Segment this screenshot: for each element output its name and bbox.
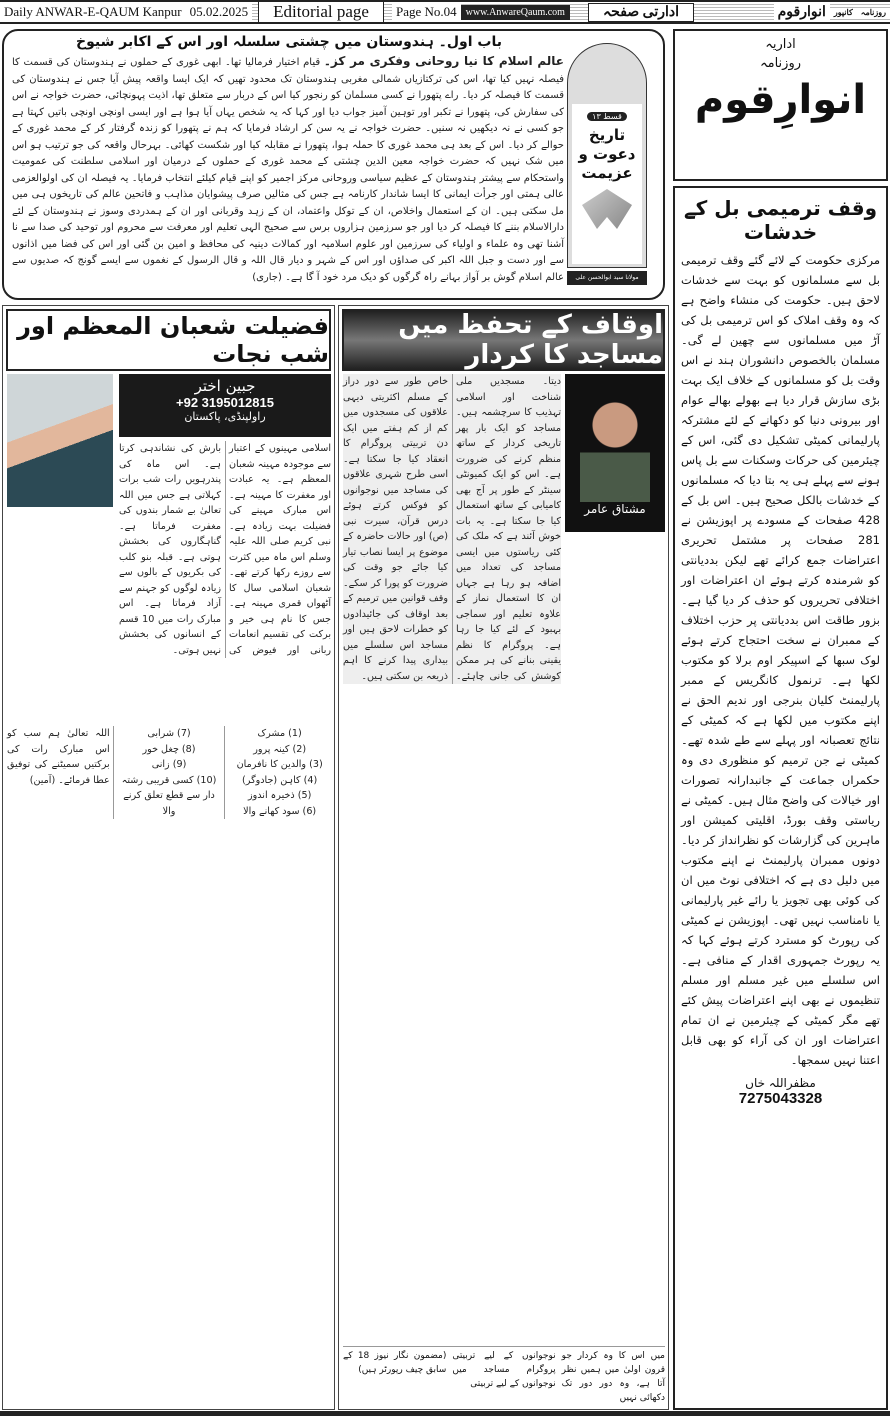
section-label-urdu: ادارتی صفحہ — [588, 3, 694, 22]
episode-badge: قسط ۱۳ — [587, 112, 627, 121]
issue-date: 05.02.2025 — [186, 4, 253, 20]
website-link[interactable]: www.AnwareQaum.com — [461, 5, 570, 20]
editorial-signature: مظفراللہ خاں — [745, 1076, 816, 1090]
city: کانپور — [830, 8, 857, 17]
shaban-article — [2, 305, 335, 1410]
auqaf-article — [338, 305, 669, 1410]
editorial-column — [673, 186, 888, 1410]
list-item: (10) کسی قریبی رشتہ دار سے قطع تعلق کرنے والا — [121, 774, 217, 817]
paper-name-urdu: انوارقوم — [774, 4, 830, 21]
page-number: Page No.04 — [392, 4, 461, 20]
author-phone: +92 3195012815 — [176, 395, 274, 410]
list-item: (8) چغل خور — [142, 743, 196, 755]
author-photo-box — [565, 374, 665, 532]
series-title: تاریخ دعوت و عزیمت — [578, 126, 636, 182]
footer-text: نوجوانوں کے لیے تربیتی پروگرام مساجد میں نوجوانوں کے لیے تربیتی — [452, 1351, 556, 1389]
list-item: (7) شرابی — [147, 728, 191, 739]
series-author: مولانا سید ابوالحسن علی حسنی ندوی — [567, 271, 647, 285]
author-note: (مضمون نگار نیوز 18 کے سابق چیف رپورٹر ہیں) — [343, 1351, 447, 1375]
shaban-closing: اللہ تعالیٰ ہم سب کو اس مبارک رات کی برکتیں سمیٹنے کی توفیق عطا فرمائے۔ (آمین) — [7, 728, 110, 786]
serial-body: قیام اختیار فرمالیا تھا۔ ابھی غوری کے حملوں نے ہندوستان کی قسمت کا فیصلہ نہیں کیا تھا، اس کی ترکتازیاں شمالی مغربی ہندوستان تک محدود تھیں کہ ایک ایسا واقعہ پیش آیا جس نے ہندوستان کی قسمت کا فیصلہ کر دیا۔ راے پتھورا نے کسی مسلمان کو رنجور کیا اس کے دربار سے متعلق تھا، اذیت پہونچائی، حضرت خواجہ نے اس کی سفارش کی، پتھورا نے تکبر اور توہین آمیز جواب دیا اور کہا کہ یہ شخص یہاں آیا ہوا ہے اور ایسی اونچی اونچی باتیں کہتا ہے جو کسی نے نہ دیکھیں نہ سنیں۔ حضرت خواجہ نے یہ سن کر ارشاد فرمایا کہ ہم نے پتھورا کو زندہ گرفتار کر کے محمد غوری کے حوالے کر دیا۔ اس کے بعد ہی محمد غوری کا حملہ ہوا، پتھورا نے مقابلہ کیا اور شکست کھائی۔ بہرحال واقعہ کی جو ترتیب ہو اس میں شک نہیں کہ حضرت خواجہ معین الدین چشتی کے محمد غوری کے حملوں کے درمیان اور اسلامی سلطنت کی عمومیت واستحکام سے پیشتر ہندوستان کے عظیم سیاسی وروحانی مرکز اجمیر کو اپنے قیام کیلئے انتخاب فرمایا۔ یہ فیصلہ ان کی اولوالعزمی عالی ہمتی اور جرأت ایمانی کا ایسا شاندار کارنامہ ہے جس کی مثالیں صرف پیشوایان مذاہب و فاتحین عالم کی تاریخوں ہی میں مل سکتی ہیں۔ ان کے استعمال واخلاص، ان کے توکل واعتماد، ان کے زہد وقربانی اور ان کے ہمدردی وسوز نے ہندوستان کے لئے دارالاسلام بننے کا فیصلہ کر دیا اور جو سرزمین ہزاروں برس سے صحیح الہی تعلیم اور معرفت سے محروم اور توحید کی صدا سے نا آشنا تھی وہ علماء و اولیاء کی سرزمین اور علوم اسلامیہ اور کمالات دینیہ کی محافظ و امین بن گئی اور اس کی فضا میں اذانوں سے اور دست و جبل اللہ اکبر کی صداؤں اور اس کے شہر و دیار قال اللہ و قال الرسول کے نغموں سے ایسے گونج کہ صدیوں سے عالم اسلام گوش بر آواز بہانے راہ گرگوں کو دیک مرد خود آ گا ہے۔ — [12, 57, 564, 283]
shaban-body: اسلامی مہینوں کے اعتبار سے موجودہ مہینہ شعبان المعظم ہے۔ یہ عبادت اور مغفرت کا مہینہ ہے۔ اس مبارک مہینے کی فضیلت بہت زیادہ ہے۔ نبی کریم صلی اللہ علیہ وسلم اس ماہ میں کثرت سے روزے رکھا کرتے تھے۔ شعبان اسلامی سال کا آٹھواں قمری مہینہ ہے۔ جس کا نام ہی خیر و برکت کی تقسیم انعامات ربانی اور فیوض کی بارش کی نشاندہی کرتا ہے۔ اس ماہ کی پندرہویں رات شب برات کہلاتی ہے جس میں اللہ تعالیٰ بے شمار بندوں کی مغفرت فرماتا ہے۔ گناہگاروں کی بخشش ہوتی ہے۔ قبلہ بنو کلب کی بکریوں کے بالوں سے زیادہ لوگوں کو جہنم سے آزاد فرماتا ہے۔ اس مبارک رات میں 10 قسم کے انسانوں کی بخشش نہیں ہوتی۔ — [119, 443, 331, 656]
footer-text: میں اس کا وہ کردار جو قرون اولیٰ میں ہمیں نظر آتا ہے، وہ دور دور تک دکھائی نہیں — [561, 1351, 665, 1403]
quran-book-icon — [582, 189, 632, 229]
author-photo — [580, 392, 650, 502]
series-badge — [567, 43, 647, 268]
list-item: (4) کاہن (جادوگر) — [242, 774, 318, 786]
author-location: راولپنڈی، پاکستان — [184, 410, 266, 423]
list-item: (5) ذخیرہ اندوز — [247, 790, 312, 801]
author-box — [119, 374, 331, 437]
exclusion-list — [118, 726, 331, 819]
masthead-logo: انوارِقوم — [694, 77, 867, 123]
shaban-lower-columns — [7, 726, 331, 819]
masthead-daily: روزنامہ — [760, 56, 801, 71]
author-photo — [7, 374, 113, 507]
auqaf-footer — [343, 1346, 665, 1405]
shaban-headline: فضیلت شعبان المعظم اور شب نجات — [6, 309, 331, 371]
editorial-title: وقف ترمیمی بل کے خدشات — [683, 196, 878, 244]
list-item: (6) سود کھانے والا — [243, 805, 317, 817]
auqaf-columns — [343, 374, 561, 684]
paper-name-english: Daily ANWAR-E-QAUM Kanpur — [0, 4, 186, 20]
masthead — [673, 29, 888, 181]
list-item: (3) والدین کا نافرمان — [236, 759, 323, 770]
list-item: (1) مشرک — [257, 728, 302, 739]
daily-label: روزنامہ — [857, 8, 890, 17]
author-name: مشتاق عامر — [584, 502, 646, 516]
masthead-editorial: اداریہ — [765, 37, 796, 52]
continued-label: (جاری) — [252, 271, 282, 283]
shaban-intro-columns — [119, 441, 331, 658]
list-item: (9) زانی — [151, 759, 187, 770]
serial-title: باب اول۔ ہندوستان میں چشتی سلسلہ اور اس کے اکابر شیوخ — [76, 34, 502, 50]
serial-subhead: عالم اسلام کا نیا روحانی وفکری مر کز۔ — [323, 54, 564, 68]
section-label: Editorial page — [258, 1, 384, 23]
list-item: (2) کینہ پرور — [253, 743, 307, 755]
editorial-phone: 7275043328 — [738, 1090, 823, 1107]
bottom-rule — [0, 1411, 890, 1416]
page-header — [0, 0, 890, 24]
serial-article — [2, 29, 665, 300]
auqaf-body: دیتا۔ مسجدیں ملی شناخت اور اسلامی تہذیب کا سرچشمہ ہیں۔ مساجد کو ایک بار پھر تاریخی کردار کے ساتھ منظم کرنے کی ضرورت ہے۔ اس کو ایک کمیونٹی سینٹر کے طور پر آج بھی کامیابی کے ساتھ استعمال کیا جا سکتا ہے۔ یہ بات خوش آئند ہے کہ ملک کی کئی ریاستوں میں ایسی مساجد کی تعداد میں اضافہ ہو رہا ہے جہاں ان کا استعمال نماز کے علاوہ تعلیم اور سماجی بہبود کے لئے کیا جا رہا ہے۔ پروگرام کا نظم یقینی بنانے کی ہر ممکن کوشش کی جانی چاہئے۔ خاص طور سے دور دراز کے مسلم اکثریتی دیہی علاقوں کی مسجدوں میں کم از کم ہفتے میں ایک دن تربیتی پروگرام کا انعقاد کیا جا سکتا ہے۔ اسی طرح شہری علاقوں کی مساجد میں نوجوانوں کو فوکس کرتے ہوئے درس قرآن، سیرت نبی (ص) اور حالات حاضرہ کے موضوع پر ایسا نصاب تیار کیا جائے جو وقت کی ضرورت کو پورا کر سکے۔ وقف قوانین میں ترمیم کے بعد اوقاف کی جائیدادوں کو خطرات لاحق ہیں اور مساجد اس سلسلے میں بیداری پیدا کرنے کا اہم ذریعہ بن سکتی ہیں۔ — [343, 376, 561, 682]
auqaf-headline: اوقاف کے تحفظ میں مساجد کا کردار — [342, 309, 665, 371]
editorial-body: مرکزی حکومت کے لائے گئے وقف ترمیمی بل سے مسلمانوں کو بہت سے خدشات لاحق ہیں۔ حکومت کی منشاء واضح ہے کہ وہ وقف املاک کو اس ترمیمی بل کی آڑ میں مسلمانوں سے چھین لے گی۔ مسلمان بالخصوص دانشوران ہند نے اس وقت بل کو مسلمانوں کے خلاف ایک بہت بڑی سازش قرار دیا ہے بھولے بھالے عوام اور بیرونی دنیا کو دکھانے کے لئے مشترکہ پارلیمانی کمیٹی تشکیل دی گئی، اس کے چیئرمین کی حرکات وسکنات سے بل پاس ہونے سے پہلے ہی یہ بتا دیا کہ مسلمانوں کے خدشات بالکل صحیح ہیں۔ اس بل کے 428 صفحات کے مسودے پر اپوزیشن نے 281 صفحات پر مشتمل تحریری اعتراضات جمع کرائے تھے لیکن بددیانتی کو شرمندہ کرتے ہوئے ان اعتراضات اور اختلافی تحریروں کو حذف کر دیا گیا ہے۔ بزور طاقت اس بددیانتی پر حزب اختلاف کے ممبران نے سخت احتجاج کرتے ہوئے لوک سبھا کے اسپیکر اوم برلا کو مکتوب لکھا ہے۔ ترنمول کانگریس کے ممبر پارلیمنٹ کلیان بنرجی اور ندیم الحق نے اپنے مکتوب میں لکھا ہے کہ کمیٹی کے نتائج تعصبانہ اور پہلے سے طے شدہ تھے۔ کمیٹی نے جن ترمیم کو منظوری دی وہ حکمراں جماعت کے جانبدارانہ تصورات اور خیالات کی واضح مثال ہیں۔ کمیٹی نے ریاستی وقف بورڈ، اقلیتی کمیشن اور ماہرین کی گزارشات کو نظرانداز کر دیا۔ دونوں ممبران پارلیمنٹ نے اپنے مکتوب میں دلیل دی ہے کہ اختلافی نوٹ میں ان کی کوئی بھی تجویز یا رائے غیر پارلیمانی یا نامناسب نہیں تھی۔ اپوزیشن نے کمیٹی کی رپورٹ کو مسترد کرتے ہوئے کہا کہ یہ رپورٹ جمہوری اقدار کے منافی ہے۔ اس سلسلے میں غیر مسلم اور مسلم تنظیموں نے بھی اپنے اعتراضات پیش کئے تھے مگر کمیٹی کے چیئرمین نے ان تمام اعتراضات اور ان کی آراء کو بھی قابل اعتنا نہیں سمجھا۔ — [681, 253, 880, 1067]
author-name: جبین اختر — [194, 377, 256, 395]
